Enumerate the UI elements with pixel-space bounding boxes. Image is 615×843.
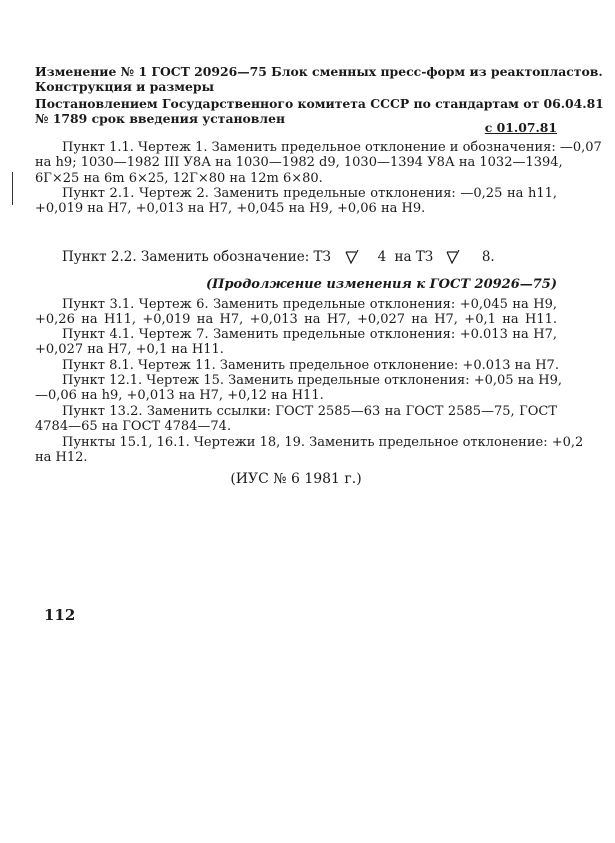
para1-line3: 6Г×25 на 6m 6×25, 12Г×80 на 12m 6×80. (35, 171, 323, 186)
para7-line2: —0,06 на h9, +0,013 на Н7, +0,12 на Н11. (35, 388, 324, 403)
para3-text: Пункт 2.2. Заменить обозначение: ТЗ (62, 249, 331, 265)
margin-mark (12, 172, 13, 205)
para3-sym2-num: 8. (481, 249, 495, 265)
para8-line1: Пункт 13.2. Заменить ссылки: ГОСТ 2585—63 на ГОСТ 2585—75, ГОСТ (62, 404, 557, 419)
amendment-title-line2: Конструкция и размеры (35, 79, 215, 94)
para5-line1: Пункт 4.1. Чертеж 7. Заменить предельные отклонения: +0.013 на Н7, (62, 327, 557, 342)
amendment-title-line1: Изменение № 1 ГОСТ 20926—75 Блок сменных пресс-форм из реактопластов. (35, 64, 603, 79)
para3 (62, 250, 562, 268)
roughness-symbol-icon (446, 250, 460, 268)
para7-line1: Пункт 12.1. Чертеж 15. Заменить предельные отклонения: +0,05 на Н9, (62, 373, 562, 388)
roughness-symbol-icon (345, 250, 359, 268)
para1-line1: Пункт 1.1. Чертеж 1. Заменить предельное отклонение и обозначения: —0,07 (62, 140, 602, 155)
para4-line1: Пункт 3.1. Чертеж 6. Заменить предельные отклонения: +0,045 на Н9, (62, 297, 557, 312)
para4-line2: +0,26 на Н11, +0,019 на Н7, +0,013 на Н7, +0,027 на Н7, +0,1 на Н11. (35, 312, 557, 327)
para3-sym1-num: 4 (377, 249, 387, 265)
para1-line2: на h9; 1030—1982 III У8А на 1030—1982 d9, 1030—1394 У8А на 1032—1394, (35, 155, 563, 170)
para9-line2: на Н12. (35, 450, 88, 465)
effective-date: с 01.07.81 (484, 120, 557, 135)
para5-line2: +0,027 на Н7, +0,1 на Н11. (35, 342, 224, 357)
ius-reference: (ИУС № 6 1981 г.) (230, 471, 362, 487)
decree-line2: № 1789 срок введения установлен (35, 111, 286, 126)
para2-line2: +0,019 на Н7, +0,013 на Н7, +0,045 на Н9, +0,06 на Н9. (35, 201, 426, 216)
para2-line1: Пункт 2.1. Чертеж 2. Заменить предельные отклонения: —0,25 на h11, (62, 186, 557, 201)
para6-line1: Пункт 8.1. Чертеж 11. Заменить предельное отклонение: +0.013 на Н7. (62, 358, 559, 373)
decree-line1: Постановлением Государственного комитета СССР по стандартам от 06.04.81 (35, 96, 604, 111)
continuation-heading: (Продолжение изменения к ГОСТ 20926—75) (206, 277, 557, 292)
page-number: 112 (44, 606, 76, 624)
para8-line2: 4784—65 на ГОСТ 4784—74. (35, 419, 232, 434)
para9-line1: Пункты 15.1, 16.1. Чертежи 18, 19. Заменить предельное отклонение: +0,2 (62, 435, 584, 450)
para3-middle: на ТЗ (394, 249, 434, 265)
